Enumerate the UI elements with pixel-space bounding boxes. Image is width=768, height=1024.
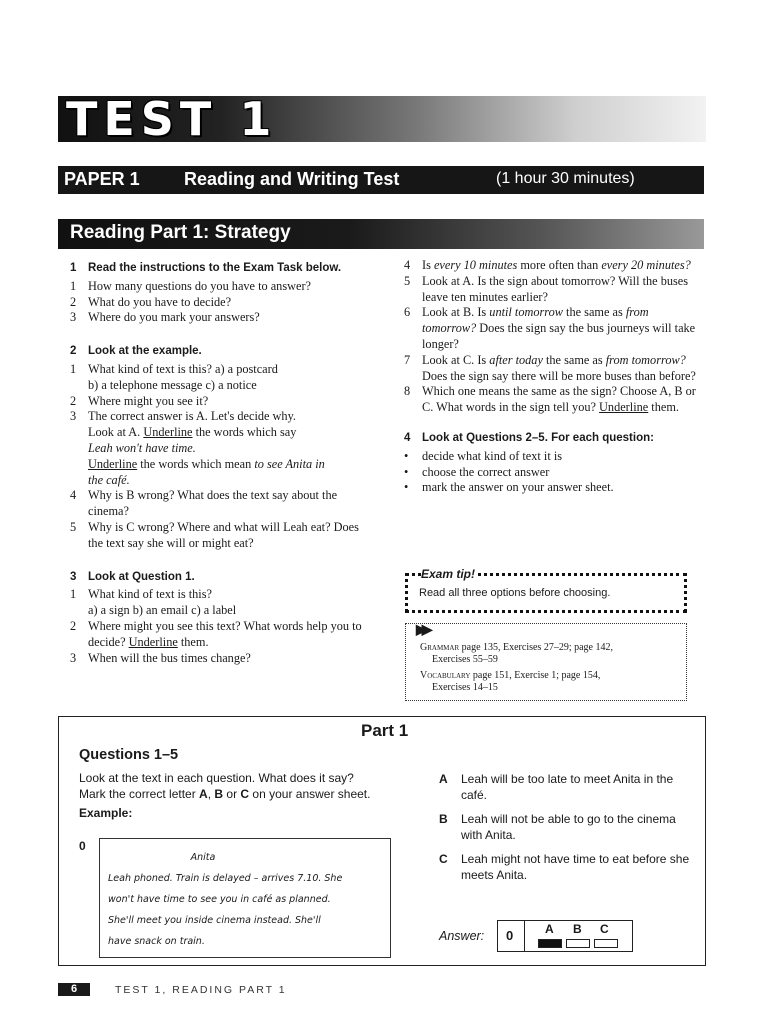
strategy-heading-2: 2 Look at the example. [70,345,202,358]
example-number: 0 [79,839,86,853]
paper-header-bar [58,166,704,194]
strategy-left-column [70,258,370,666]
list-item: 1 What kind of text is this? a) a sign b) an email c) a label [70,587,237,618]
exam-task-box: Part 1 Questions 1–5 Look at the text in each question. What does it say? Mark the correct letter A, B or C on your answer sheet. Example: 0 Anita Leah phoned. Train is delayed – arrives 7.10. She won't have time to see you in café as planned. She'll meet you inside cinema instead. She'll have snack on train. A Leah will be too late to meet Anita in the café. B Leah will not be able to go to the cinema with Anita. C Leah might not have time to eat before she meets Anita. Answer: 0 A B C [58,716,706,966]
note-line: Leah phoned. Train is delayed – arrives 7.10. She [108,873,343,884]
note-name: Anita [190,852,216,863]
list-item: 3 The correct answer is A. Let's decide why. Look at A. Underline the words which say Leah won't have time. Underline the words which mean to see Anita in the café. [70,409,325,487]
list-item: • choose the correct answer [404,464,550,479]
list-item: 3 Where do you mark your answers? [70,310,260,325]
answer-letter: B [573,922,582,936]
list-item: 2 Where might you see it? [70,393,209,408]
list-item: 8 Which one means the same as the sign? Choose A, B or C. What words in the sign tell you? Underline them. [404,384,696,415]
exam-tip-text: Read all three options before choosing. [419,587,611,599]
answer-label: Answer: [439,929,485,943]
section-title: Reading Part 1: Strategy [70,222,291,243]
note-line: won't have time to see you in café as planned. [108,894,331,905]
reference-box [405,623,687,701]
list-item: 5 Why is C wrong? Where and what will Leah eat? Does the text say she will or might eat? [70,519,359,550]
list-item: 2 What do you have to decide? [70,294,232,309]
page-number: 6 [58,983,90,996]
strategy-heading-4: 4 Look at Questions 2–5. For each question: [404,431,654,444]
list-item: 5 Look at A. Is the sign about tomorrow? Will the buses leave ten minutes earlier? [404,273,689,304]
paper-label: PAPER 1 [64,169,140,189]
answer-number: 0 [506,928,514,943]
list-item: • mark the answer on your answer sheet. [404,480,614,495]
list-item: 7 Look at C. Is after today the same as from tomorrow? Does the sign say there will be more buses than before? [404,352,696,383]
task-instructions: Look at the text in each question. What does it say? Mark the correct letter A, B or C on your answer sheet. [79,771,371,801]
note-line: She'll meet you inside cinema instead. She'll [108,915,321,926]
part-title: Part 1 [361,721,409,740]
list-item: 3 When will the bus times change? [70,650,251,665]
answer-cell-c[interactable] [594,939,618,948]
example-label: Example: [79,806,133,820]
exam-tip-title: Exam tip! [421,567,478,581]
answer-box [497,920,633,952]
double-arrow-icon: ▶▶ [416,623,428,638]
strategy-heading-1: 1 Read the instructions to the Exam Task below. [70,262,342,274]
strategy-heading-3: 3 Look at Question 1. [70,570,195,583]
paper-title: Reading and Writing Test [184,169,400,189]
note-line: have snack on train. [108,936,205,947]
answer-cell-a[interactable] [538,939,562,948]
questions-title: Questions 1–5 [79,747,179,763]
handwritten-note [99,838,391,958]
exam-tip-box [405,568,687,616]
answer-letter: C [600,922,609,936]
answer-cell-b[interactable] [566,939,590,948]
strategy-right-column [404,258,704,496]
list-item: 1 How many questions do you have to answer? [70,278,312,293]
grammar-reference: Grammar page 135, Exercises 27–29; page 142, Exercises 55–59 [420,642,613,665]
list-item: • decide what kind of text it is [404,448,563,463]
vocabulary-reference: Vocabulary page 151, Exercise 1; page 154, Exercises 14–15 [420,670,601,693]
list-item: 2 Where might you see this text? What words help you to decide? Underline them. [70,618,362,649]
running-head: TEST 1, READING PART 1 [115,984,287,996]
list-item: 4 Is every 10 minutes more often than every 20 minutes? [404,258,691,272]
list-item: 4 Why is B wrong? What does the text say about the cinema? [70,488,338,519]
answer-letter: A [545,922,554,936]
list-item: 6 Look at B. Is until tomorrow the same as from tomorrow? Does the sign say the bus journeys will take longer? [404,305,696,351]
test-title: TEST 1 [66,92,278,146]
paper-duration: (1 hour 30 minutes) [496,170,635,187]
section-title-bar [58,219,704,249]
list-item: 1 What kind of text is this? a) a postcard b) a telephone message c) a notice [70,361,278,392]
test-title-banner [58,92,706,146]
